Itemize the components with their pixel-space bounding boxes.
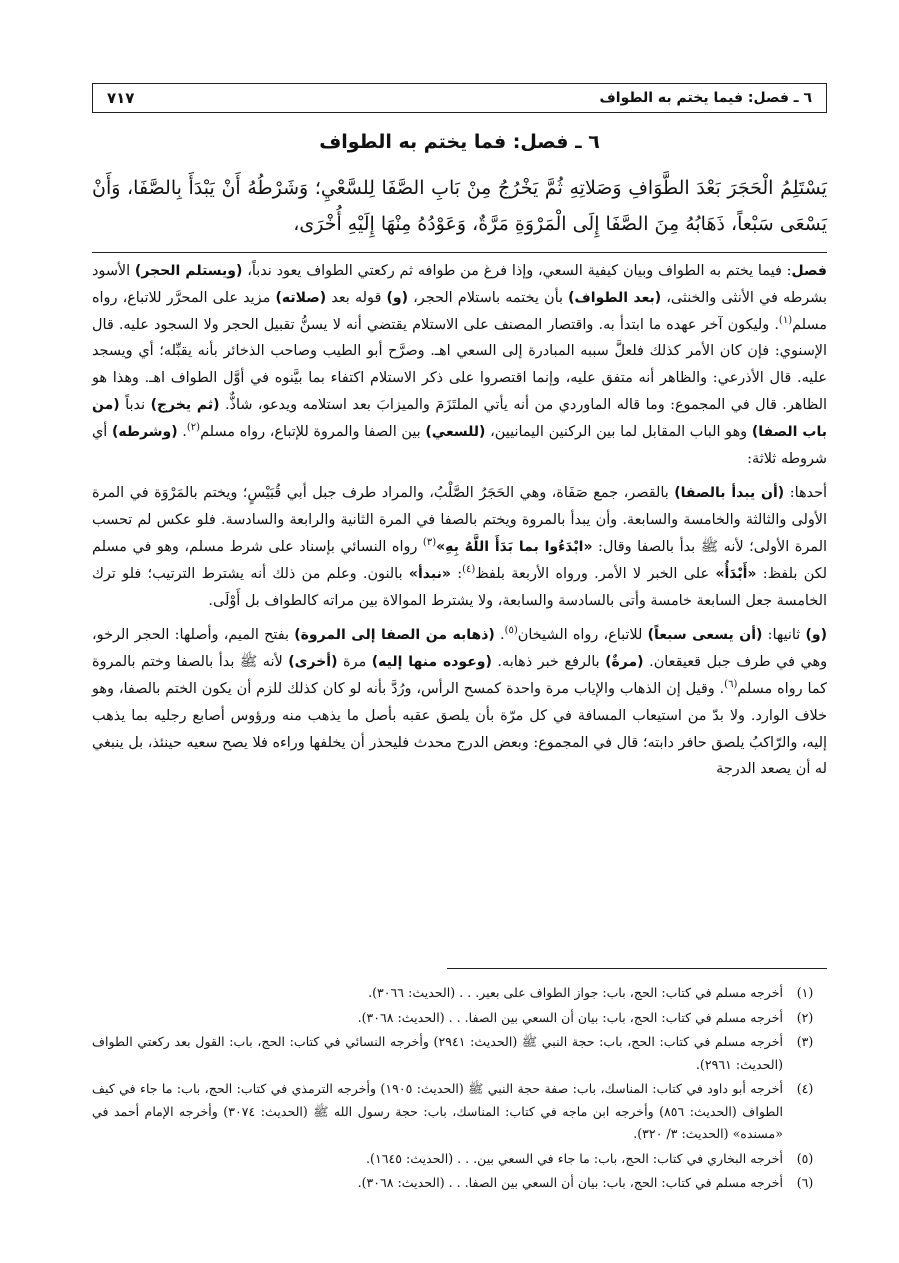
text-run: بفتح الميم، وأصلها: الحجر الرخو، وهي في طرف جبل قعيقعان. xyxy=(92,627,828,671)
text-run: . وقيل إن الذهاب والإياب مرة واحدة كمسح الرأس، ورُدَّ بأنه لو كان كذلك للزم أن يكون الختم بالصفا، وهو خلاف الوارد. ولا بدّ من استيعاب المسافة في كل مرّة بأن يلصق عقبه بأصل ما يذهب منه ورؤوس أصابع رجليه بما يذهب إليه، والرّاكبُ يلصق حافر دابته؛ قال في المجموع: وبعض الدرج محدث فليحذر أن يخلفها وراءه فلا يصح سعيه حينئذ، بل ينبغي له أن يصعد الدرجة xyxy=(92,680,827,778)
text-run: ثانيها: xyxy=(762,627,806,644)
text-run: . وليكون آخر عهده ما ابتدأ به. واقتصار المصنف على الاستلام يقتضي أنه لا يسنُّ تقبيل الحجر ولا السجود عليه. قال الإسنوي: فإن كان الأمر كذلك فلعلَّ سببه المبادرة إلى السعي اهـ. وصرَّح أبو الطيب وصاحب الذخائر بأنه يقبِّله؛ أي ويسجد عليه. قال الأذرعي: والظاهر أنه متفق عليه، وإنما اقتصروا على ذكر الاستلام اكتفاء بما بيَّنوه في أوَّل الطواف اهـ. وهذا هو الظاهر. قال في المجموع: وما قاله الماوردي من أنه يأتي الملتَزَمَ والميزابَ بعد استلامه ويدعو، شاذٌّ. xyxy=(92,316,827,413)
footnote-text: أخرجه مسلم في كتاب: الحج، باب: حجة النبي ﷺ (الحديث: ٢٩٤١) وأخرجه النسائي في كتاب: الحج، باب: القول بعد ركعتي الطواف (الحديث: ٢٩٦١). xyxy=(92,1034,783,1072)
text-run: : xyxy=(450,565,463,582)
footnote-ref[interactable]: (٥) xyxy=(504,625,518,637)
footnote-ref[interactable]: (٢) xyxy=(186,421,201,433)
text-run: بالنون. وعلم من ذلك أنه يشترط الترتيب؛ فلو ترك الخامسة جعل السابعة خامسة وأتى بالسادسة والسابعة، ولا يشترط الموالاة بين مراته كالطواف بل أَوْلَى. xyxy=(92,565,827,609)
text-run: أي شروطه ثلاثة: xyxy=(92,423,827,467)
header-title: ٦ ـ فصل: فيما يختم به الطواف xyxy=(599,90,812,106)
text-run: مرة xyxy=(337,654,372,671)
footnote-text: أخرجه أبو داود في كتاب: المناسك، باب: صفة حجة النبي ﷺ (الحديث: ١٩٠٥) وأخرجه الترمذي في كتاب: الحج، باب: ما جاء في كيف الطواف (الحديث: ٨٥٦) وأخرجه ابن ماجه في كتاب: المناسك، باب: حجة رسول الله ﷺ (الحديث: ٣٠٧٤) وأخرجه الإمام أحمد في «مسنده» (الحديث: ٣/ ٣٢٠). xyxy=(92,1081,783,1141)
bold-term: (وعوده منها إليه) xyxy=(371,654,492,671)
paragraph-2 xyxy=(92,480,827,614)
page-number: ٧١٧ xyxy=(107,89,135,107)
footnote-number: (٤) xyxy=(796,1081,814,1096)
bold-term: (ويستلم الحجر) xyxy=(134,263,243,279)
footnote-text: أخرجه مسلم في كتاب: الحج، باب: جواز الطواف على بعير. . . (الحديث: ٣٠٦٦). xyxy=(368,985,783,1000)
bold-term: فصل xyxy=(791,263,827,279)
bold-term: (أن يسعى سبعاً) xyxy=(647,627,763,644)
text-run: ندباً xyxy=(119,396,151,413)
footnote-divider xyxy=(447,968,827,969)
commentary-body xyxy=(92,258,827,783)
footnote-item xyxy=(92,1172,827,1195)
footnote-ref[interactable]: (٤) xyxy=(462,563,476,575)
footnote-ref[interactable]: (٦) xyxy=(724,679,738,691)
paragraph-3 xyxy=(92,622,827,783)
running-header xyxy=(92,83,827,113)
bold-term: (للسعي) xyxy=(425,423,486,440)
matn-divider xyxy=(92,252,827,253)
bold-term: «نبدأ» xyxy=(408,565,451,582)
bold-term: (مرةٌ) xyxy=(605,654,644,671)
footnote-item xyxy=(92,1148,827,1171)
footnote-text: أخرجه مسلم في كتاب: الحج، باب: بيان أن السعي بين الصفا. . . (الحديث: ٣٠٦٨). xyxy=(357,1009,783,1025)
text-run: . xyxy=(177,423,187,440)
footnote-item xyxy=(92,982,827,1005)
bold-term: (صلاته) xyxy=(275,289,327,306)
footnote-text: أخرجه البخاري في كتاب: الحج، باب: ما جاء في السعي بين. . . (الحديث: ١٦٤٥). xyxy=(366,1150,783,1166)
text-run: قوله بعد xyxy=(326,289,387,306)
footnote-number: (١) xyxy=(796,985,814,1000)
footnote-item xyxy=(92,1078,827,1146)
footnote-number: (٢) xyxy=(796,1009,814,1025)
footnote-item xyxy=(92,1031,827,1076)
bold-term: (و) xyxy=(805,627,827,644)
bold-term: «أَبْدَأُ» xyxy=(715,565,757,582)
text-run: بأن يختمه باستلام الحجر، xyxy=(407,289,569,306)
footnote-ref[interactable]: (١) xyxy=(778,314,793,326)
footnote-item xyxy=(92,1007,827,1030)
footnote-ref[interactable]: (٣) xyxy=(422,537,437,549)
matn-text: يَسْتَلِمُ الْحَجَرَ بَعْدَ الطَّوَافِ وَصَلاتِهِ ثُمَّ يَخْرُجُ مِنْ بَابِ الصَّفَا لِلسَّعْيِ؛ وَشَرْطُهُ أَنْ يَبْدَأَ بِالصَّفَا، وَأَنْ يَسْعَى سَبْعاً، ذَهَابُهُ مِنَ الصَّفَا إِلَى الْمَرْوَةِ مَرَّةٌ، وَعَوْدُهُ مِنْهَا إِلَيْهِ أُخْرَى، xyxy=(92,177,827,235)
text-run: بالرفع خبر ذهابه. xyxy=(491,654,606,671)
text-run: وهو الباب المقابل لما بين الركنين اليمانيين، xyxy=(485,423,752,440)
bold-term: (أن يبدأ بالصفا) xyxy=(674,485,785,502)
paragraph-1 xyxy=(92,258,827,472)
text-run: مزيد على المحرَّر للاتباع، رواه مسلم xyxy=(92,289,827,333)
bold-term: (أخرى) xyxy=(288,654,338,671)
text-run: للاتباع، رواه الشيخان xyxy=(517,627,648,644)
text-run: أحدها: xyxy=(784,485,827,502)
bold-term: (بعد الطواف) xyxy=(568,289,662,306)
bold-term: (ذهابه من الصفا إلى المروة) xyxy=(294,627,495,644)
footnote-number: (٦) xyxy=(796,1175,814,1190)
text-run: لأنه ﷺ بدأ بالصفا وختم بالمروة كما رواه مسلم xyxy=(92,654,827,697)
text-run: بالقصر، جمع صَفَاة، وهي الحَجَرُ الصَّلْبُ، والمراد طرف جبل أبي قُبَيْسٍ؛ ويختم بالمَرْوَة في المرة الأولى والثالثة والخامسة والسابعة. وأن يبدأ بالمروة ويختم بالصفا في المرة الثانية والرابعة والسادسة. فلو عكس لم تحسب المرة الأولى؛ لأنه ﷺ بدأ بالصفا وقال: xyxy=(92,485,827,555)
text-run: . xyxy=(494,627,505,644)
bold-term: (و) xyxy=(386,289,408,306)
text-run: : فيما يختم به الطواف وبيان كيفية السعي، وإذا فرغ من طوافه ثم ركعتي الطواف يعود ندباً، xyxy=(242,263,792,279)
bold-term: (ثم يخرج) xyxy=(150,396,220,413)
text-run: بين الصفا والمروة للإتباع، رواه مسلم xyxy=(200,423,426,440)
footnote-number: (٥) xyxy=(796,1150,814,1166)
footnote-text: أخرجه مسلم في كتاب: الحج، باب: بيان أن السعي بين الصفا. . . (الحديث: ٣٠٦٨). xyxy=(357,1175,783,1190)
footnotes xyxy=(92,982,827,1197)
bold-term: (من باب الصفا) xyxy=(92,396,827,440)
footnote-number: (٣) xyxy=(796,1034,814,1049)
bold-term: «ابْدَءُوا بما بَدَأَ اللَّهُ بِهِ» xyxy=(436,538,593,555)
section-title: ٦ ـ فصل: فما يختم به الطواف xyxy=(319,131,600,153)
text-run: رواه النسائي بإسناد على شرط مسلم، وهو في مسلم لكن بلفظ: xyxy=(92,538,827,582)
bold-term: (وشرطه) xyxy=(111,423,178,440)
text-run: على الخبر لا الأمر. ورواه الأربعة بلفظ xyxy=(475,565,716,582)
text-run: الأسود بشرطه في الأنثى والخنثى، xyxy=(92,263,827,306)
